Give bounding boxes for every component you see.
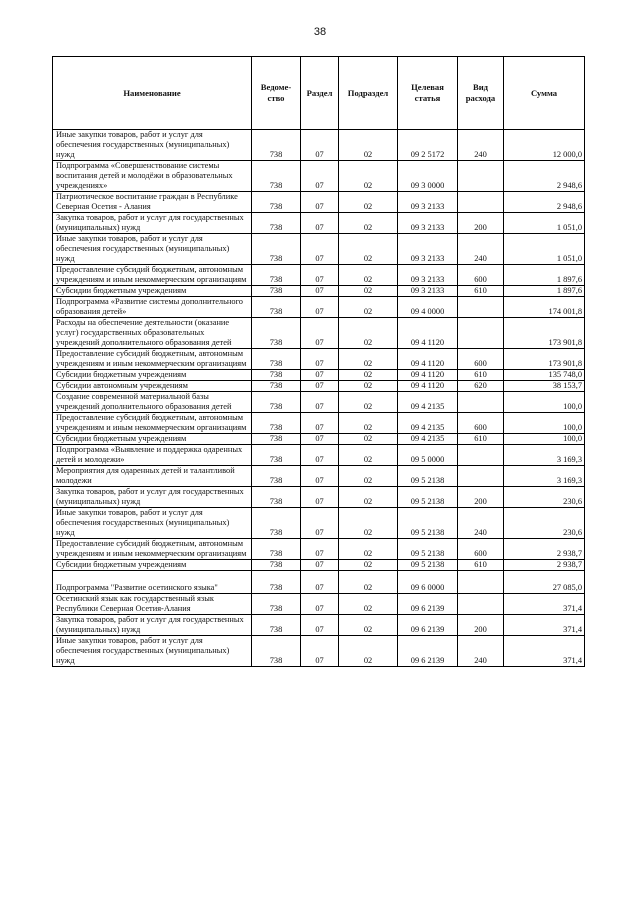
section-cell: 07	[301, 318, 339, 349]
subsection-cell: 02	[339, 539, 398, 560]
table-row	[53, 161, 585, 192]
type-cell	[458, 161, 504, 192]
table-row	[53, 636, 585, 667]
header-subsection: Подраздел	[339, 57, 398, 130]
type-cell: 240	[458, 636, 504, 667]
type-cell: 600	[458, 265, 504, 286]
dept-cell: 738	[252, 392, 301, 413]
dept-cell: 738	[252, 508, 301, 539]
section-cell: 07	[301, 349, 339, 370]
type-cell: 620	[458, 381, 504, 392]
name-cell: Патриотическое воспитание граждан в Республике Северная Осетия - Алания	[53, 192, 252, 213]
target-cell: 09 4 2135	[398, 413, 458, 434]
sum-cell: 371,4	[504, 594, 585, 615]
subsection-cell: 02	[339, 349, 398, 370]
name-cell: Осетинский язык как государственный язык Республики Северная Осетия-Алания	[53, 594, 252, 615]
type-cell: 200	[458, 487, 504, 508]
section-cell: 07	[301, 434, 339, 445]
sum-cell: 230,6	[504, 508, 585, 539]
name-cell: Предоставление субсидий бюджетным, автономным учреждениям и иным некоммерческим организациям	[53, 413, 252, 434]
table-row	[53, 445, 585, 466]
target-cell: 09 3 2133	[398, 213, 458, 234]
target-cell: 09 2 5172	[398, 130, 458, 161]
target-cell: 09 5 2138	[398, 539, 458, 560]
sum-cell: 12 000,0	[504, 130, 585, 161]
sum-cell: 2 948,6	[504, 161, 585, 192]
type-cell: 240	[458, 508, 504, 539]
table-row	[53, 192, 585, 213]
name-cell: Подпрограмма «Совершенствование системы воспитания детей и молодёжи в образовательных учреждениях»	[53, 161, 252, 192]
dept-cell: 738	[252, 381, 301, 392]
dept-cell: 738	[252, 571, 301, 594]
section-cell: 07	[301, 161, 339, 192]
type-cell: 200	[458, 213, 504, 234]
subsection-cell: 02	[339, 234, 398, 265]
name-cell: Создание современной материальной базы учреждений дополнительного образования детей	[53, 392, 252, 413]
dept-cell: 738	[252, 370, 301, 381]
type-cell	[458, 466, 504, 487]
section-cell: 07	[301, 130, 339, 161]
section-cell: 07	[301, 370, 339, 381]
header-section: Раздел	[301, 57, 339, 130]
section-cell: 07	[301, 560, 339, 571]
subsection-cell: 02	[339, 318, 398, 349]
header-type: Вид расхода	[458, 57, 504, 130]
table-header-row	[53, 57, 585, 130]
target-cell: 09 4 2135	[398, 434, 458, 445]
target-cell: 09 5 2138	[398, 508, 458, 539]
sum-cell: 135 748,0	[504, 370, 585, 381]
dept-cell: 738	[252, 539, 301, 560]
subsection-cell: 02	[339, 297, 398, 318]
subsection-cell: 02	[339, 130, 398, 161]
target-cell: 09 5 0000	[398, 445, 458, 466]
subsection-cell: 02	[339, 594, 398, 615]
budget-table	[52, 56, 585, 667]
section-cell: 07	[301, 234, 339, 265]
name-cell: Подпрограмма «Выявление и поддержка одаренных детей и молодежи»	[53, 445, 252, 466]
target-cell: 09 4 1120	[398, 370, 458, 381]
type-cell	[458, 392, 504, 413]
target-cell: 09 6 0000	[398, 571, 458, 594]
dept-cell: 738	[252, 130, 301, 161]
section-cell: 07	[301, 265, 339, 286]
target-cell: 09 4 0000	[398, 297, 458, 318]
subsection-cell: 02	[339, 487, 398, 508]
table-row	[53, 370, 585, 381]
table-row	[53, 615, 585, 636]
header-target: Целевая статья	[398, 57, 458, 130]
section-cell: 07	[301, 594, 339, 615]
subsection-cell: 02	[339, 213, 398, 234]
name-cell: Расходы на обеспечение деятельности (оказание услуг) государственных образовательных учреждений дополнительного образования детей	[53, 318, 252, 349]
target-cell: 09 3 2133	[398, 265, 458, 286]
page-number: 38	[313, 26, 327, 38]
name-cell: Закупка товаров, работ и услуг для государственных (муниципальных) нужд	[53, 487, 252, 508]
table-row	[53, 539, 585, 560]
subsection-cell: 02	[339, 192, 398, 213]
type-cell: 600	[458, 413, 504, 434]
name-cell: Субсидии автономным учреждениям	[53, 381, 252, 392]
section-cell: 07	[301, 539, 339, 560]
dept-cell: 738	[252, 487, 301, 508]
type-cell: 600	[458, 539, 504, 560]
type-cell	[458, 318, 504, 349]
name-cell: Субсидии бюджетным учреждениям	[53, 560, 252, 571]
table-row	[53, 487, 585, 508]
subsection-cell: 02	[339, 636, 398, 667]
sum-cell: 2 938,7	[504, 539, 585, 560]
type-cell	[458, 571, 504, 594]
sum-cell: 100,0	[504, 392, 585, 413]
dept-cell: 738	[252, 445, 301, 466]
target-cell: 09 4 1120	[398, 318, 458, 349]
dept-cell: 738	[252, 560, 301, 571]
type-cell: 610	[458, 434, 504, 445]
section-cell: 07	[301, 286, 339, 297]
target-cell: 09 5 2138	[398, 487, 458, 508]
target-cell: 09 4 2135	[398, 392, 458, 413]
dept-cell: 738	[252, 434, 301, 445]
name-cell: Подпрограмма "Развитие осетинского языка"	[53, 571, 252, 594]
table-row	[53, 297, 585, 318]
type-cell	[458, 445, 504, 466]
table-row	[53, 413, 585, 434]
table-row	[53, 213, 585, 234]
name-cell: Подпрограмма «Развитие системы дополнительного образования детей»	[53, 297, 252, 318]
dept-cell: 738	[252, 615, 301, 636]
dept-cell: 738	[252, 213, 301, 234]
section-cell: 07	[301, 508, 339, 539]
table-row	[53, 130, 585, 161]
header-name: Наименование	[53, 57, 252, 130]
sum-cell: 173 901,8	[504, 349, 585, 370]
sum-cell: 38 153,7	[504, 381, 585, 392]
type-cell: 610	[458, 560, 504, 571]
header-dept: Ведоме- ство	[252, 57, 301, 130]
target-cell: 09 6 2139	[398, 615, 458, 636]
dept-cell: 738	[252, 234, 301, 265]
name-cell: Иные закупки товаров, работ и услуг для обеспечения государственных (муниципальных) нужд	[53, 636, 252, 667]
name-cell: Предоставление субсидий бюджетным, автономным учреждениям и иным некоммерческим организациям	[53, 349, 252, 370]
section-cell: 07	[301, 297, 339, 318]
table-row	[53, 560, 585, 571]
header-sum: Сумма	[504, 57, 585, 130]
section-cell: 07	[301, 192, 339, 213]
sum-cell: 2 948,6	[504, 192, 585, 213]
dept-cell: 738	[252, 318, 301, 349]
subsection-cell: 02	[339, 161, 398, 192]
sum-cell: 1 897,6	[504, 265, 585, 286]
subsection-cell: 02	[339, 434, 398, 445]
section-cell: 07	[301, 636, 339, 667]
name-cell: Субсидии бюджетным учреждениям	[53, 434, 252, 445]
target-cell: 09 6 2139	[398, 594, 458, 615]
sum-cell: 371,4	[504, 636, 585, 667]
target-cell: 09 3 2133	[398, 192, 458, 213]
sum-cell: 3 169,3	[504, 466, 585, 487]
section-cell: 07	[301, 615, 339, 636]
section-cell: 07	[301, 445, 339, 466]
table-row	[53, 434, 585, 445]
section-cell: 07	[301, 392, 339, 413]
type-cell: 610	[458, 286, 504, 297]
name-cell: Предоставление субсидий бюджетным, автономным учреждениям и иным некоммерческим организациям	[53, 539, 252, 560]
table-row	[53, 381, 585, 392]
sum-cell: 3 169,3	[504, 445, 585, 466]
table-row	[53, 508, 585, 539]
sum-cell: 230,6	[504, 487, 585, 508]
subsection-cell: 02	[339, 392, 398, 413]
dept-cell: 738	[252, 466, 301, 487]
type-cell: 610	[458, 370, 504, 381]
type-cell: 600	[458, 349, 504, 370]
table-row	[53, 466, 585, 487]
sum-cell: 2 938,7	[504, 560, 585, 571]
target-cell: 09 3 2133	[398, 234, 458, 265]
subsection-cell: 02	[339, 445, 398, 466]
subsection-cell: 02	[339, 508, 398, 539]
subsection-cell: 02	[339, 381, 398, 392]
subsection-cell: 02	[339, 413, 398, 434]
target-cell: 09 5 2138	[398, 466, 458, 487]
section-cell: 07	[301, 413, 339, 434]
subsection-cell: 02	[339, 571, 398, 594]
name-cell: Иные закупки товаров, работ и услуг для обеспечения государственных (муниципальных) нужд	[53, 130, 252, 161]
sum-cell: 371,4	[504, 615, 585, 636]
table-row	[53, 594, 585, 615]
dept-cell: 738	[252, 636, 301, 667]
target-cell: 09 4 1120	[398, 381, 458, 392]
target-cell: 09 6 2139	[398, 636, 458, 667]
sum-cell: 1 897,6	[504, 286, 585, 297]
dept-cell: 738	[252, 286, 301, 297]
name-cell: Иные закупки товаров, работ и услуг для обеспечения государственных (муниципальных) нужд	[53, 508, 252, 539]
dept-cell: 738	[252, 349, 301, 370]
name-cell: Субсидии бюджетным учреждениям	[53, 370, 252, 381]
sum-cell: 1 051,0	[504, 213, 585, 234]
name-cell: Закупка товаров, работ и услуг для государственных (муниципальных) нужд	[53, 615, 252, 636]
type-cell	[458, 297, 504, 318]
section-cell: 07	[301, 571, 339, 594]
table-row	[53, 318, 585, 349]
section-cell: 07	[301, 466, 339, 487]
name-cell: Субсидии бюджетным учреждениям	[53, 286, 252, 297]
type-cell: 200	[458, 615, 504, 636]
dept-cell: 738	[252, 413, 301, 434]
table-body	[53, 130, 585, 667]
sum-cell: 173 901,8	[504, 318, 585, 349]
table-row	[53, 571, 585, 594]
target-cell: 09 5 2138	[398, 560, 458, 571]
sum-cell: 174 001,8	[504, 297, 585, 318]
dept-cell: 738	[252, 594, 301, 615]
sum-cell: 100,0	[504, 434, 585, 445]
dept-cell: 738	[252, 297, 301, 318]
type-cell	[458, 594, 504, 615]
section-cell: 07	[301, 213, 339, 234]
section-cell: 07	[301, 381, 339, 392]
name-cell: Иные закупки товаров, работ и услуг для обеспечения государственных (муниципальных) нужд	[53, 234, 252, 265]
sum-cell: 100,0	[504, 413, 585, 434]
type-cell: 240	[458, 234, 504, 265]
name-cell: Закупка товаров, работ и услуг для государственных (муниципальных) нужд	[53, 213, 252, 234]
table-row	[53, 265, 585, 286]
target-cell: 09 3 2133	[398, 286, 458, 297]
type-cell: 240	[458, 130, 504, 161]
subsection-cell: 02	[339, 466, 398, 487]
sum-cell: 27 085,0	[504, 571, 585, 594]
section-cell: 07	[301, 487, 339, 508]
table-row	[53, 286, 585, 297]
dept-cell: 738	[252, 265, 301, 286]
dept-cell: 738	[252, 192, 301, 213]
sum-cell: 1 051,0	[504, 234, 585, 265]
name-cell: Мероприятия для одаренных детей и талантливой молодежи	[53, 466, 252, 487]
subsection-cell: 02	[339, 370, 398, 381]
name-cell: Предоставление субсидий бюджетным, автономным учреждениям и иным некоммерческим организациям	[53, 265, 252, 286]
subsection-cell: 02	[339, 265, 398, 286]
dept-cell: 738	[252, 161, 301, 192]
target-cell: 09 3 0000	[398, 161, 458, 192]
subsection-cell: 02	[339, 615, 398, 636]
target-cell: 09 4 1120	[398, 349, 458, 370]
subsection-cell: 02	[339, 560, 398, 571]
table-row	[53, 234, 585, 265]
table-row	[53, 349, 585, 370]
type-cell	[458, 192, 504, 213]
subsection-cell: 02	[339, 286, 398, 297]
table-row	[53, 392, 585, 413]
